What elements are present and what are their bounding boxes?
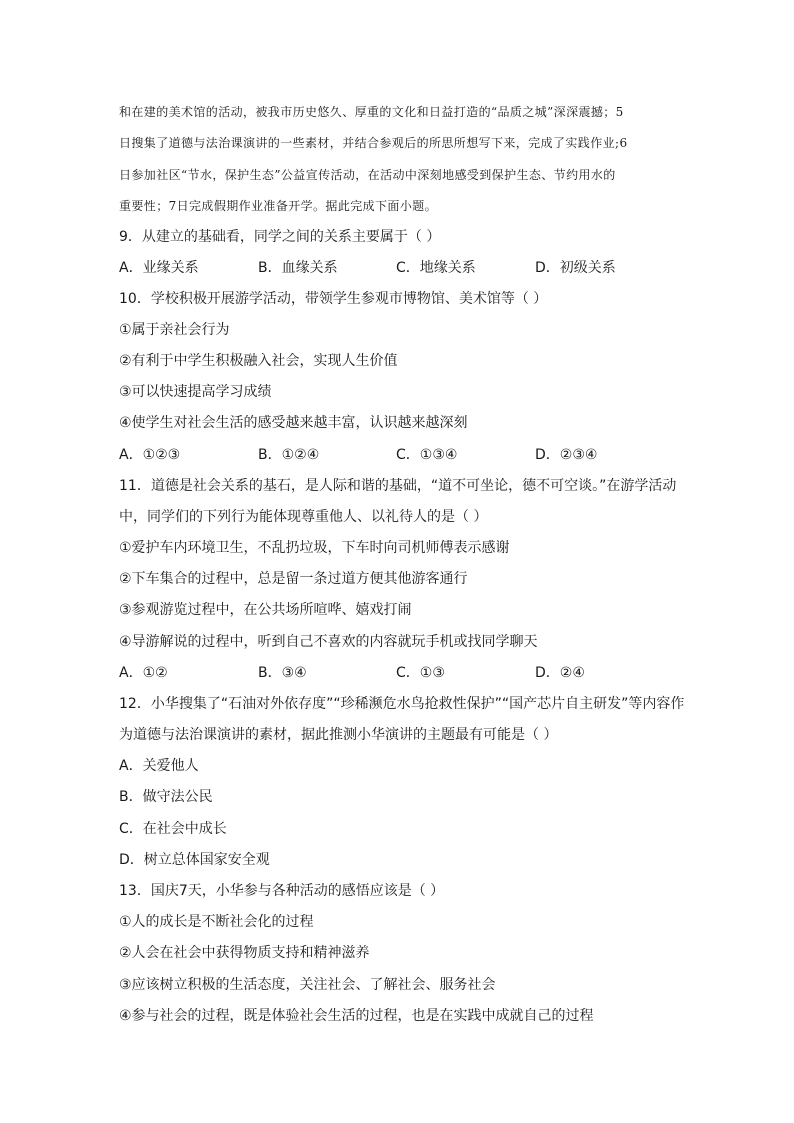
question-9-option-c: C．地缘关系: [396, 260, 476, 276]
question-12-option-c: C．在社会中成长: [119, 821, 227, 837]
question-12-stem-line-2: 为道德与法治课演讲的素材，据此推测小华演讲的主题最有可能是（ ）: [119, 727, 558, 743]
question-10-item-2: ②有利于中学生积极融入社会，实现人生价值: [119, 353, 398, 369]
question-11-option-a: A．①②: [119, 665, 168, 681]
question-10-option-b: B．①②④: [258, 447, 320, 463]
question-11-item-2: ②下车集合的过程中，总是留一条过道方便其他游客通行: [119, 571, 468, 587]
question-9-option-d: D．初级关系: [535, 260, 616, 276]
question-11-option-d: D．②④: [535, 665, 585, 681]
question-11-option-c: C．①③: [396, 665, 445, 681]
question-13-item-4: ④参与社会的过程，既是体验社会生活的过程，也是在实践中成就自己的过程: [119, 1008, 594, 1024]
question-11-option-b: B．③④: [258, 665, 307, 681]
question-11-options: [119, 664, 679, 682]
question-13-item-2: ②人会在社会中获得物质支持和精神滋养: [119, 945, 370, 961]
question-9-options: [119, 259, 679, 277]
question-9-stem: 9．从建立的基础看，同学之间的关系主要属于（ ）: [119, 229, 441, 245]
question-10-item-3: ③可以快速提高学习成绩: [119, 384, 272, 400]
question-13-item-1: ①人的成长是不断社会化的过程: [119, 914, 314, 930]
question-9-option-b: B．血缘关系: [258, 260, 338, 276]
question-9-option-a: A．业缘关系: [119, 260, 199, 276]
question-11-stem-line-1: 11．道德是社会关系的基石，是人际和谐的基础，“道不可坐论，德不可空谈。”在游学活动: [119, 478, 677, 494]
question-10-stem: 10．学校积极开展游学活动，带领学生参观市博物馆、美术馆等（ ）: [119, 291, 548, 307]
question-10-options: [119, 446, 679, 464]
question-10-option-a: A．①②③: [119, 447, 181, 463]
question-12-option-d: D．树立总体国家安全观: [119, 852, 270, 868]
intro-line-2: 日搜集了道德与法治课演讲的一些素材，并结合参观后的所思所想写下来，完成了实践作业;6: [119, 136, 628, 150]
question-12-stem-line-1: 12．小华搜集了“石油对外依存度”“珍稀濒危水鸟抢救性保护”“国产芯片自主研发”等内容作: [119, 696, 685, 712]
question-10-option-d: D．②③④: [535, 447, 598, 463]
intro-line-3: 日参加社区“节水，保护生态”公益宣传活动，在活动中深刻地感受到保护生态、节约用水的: [119, 168, 616, 182]
intro-line-1: 和在建的美术馆的活动，被我市历史悠久、厚重的文化和日益打造的“品质之城”深深震撼；5: [119, 105, 624, 119]
intro-line-4: 重要性；7日完成假期作业准备开学。据此完成下面小题。: [119, 199, 438, 213]
question-12-option-a: A．关爱他人: [119, 758, 199, 774]
question-12-option-b: B．做守法公民: [119, 789, 213, 805]
question-11-stem-line-2: 中，同学们的下列行为能体现尊重他人、以礼待人的是（ ）: [119, 509, 488, 525]
question-11-item-4: ④导游解说的过程中，听到自己不喜欢的内容就玩手机或找同学聊天: [119, 634, 538, 650]
question-10-option-c: C．①③④: [396, 447, 458, 463]
question-10-item-4: ④使学生对社会生活的感受越来越丰富，认识越来越深刻: [119, 415, 468, 431]
question-13-stem: 13．国庆7天，小华参与各种活动的感悟应该是（ ）: [119, 883, 445, 899]
question-13-item-3: ③应该树立积极的生活态度，关注社会、了解社会、服务社会: [119, 977, 496, 993]
question-10-item-1: ①属于亲社会行为: [119, 322, 230, 338]
question-11-item-3: ③参观游览过程中，在公共场所喧哗、嬉戏打闹: [119, 602, 412, 618]
question-11-item-1: ①爱护车内环境卫生，不乱扔垃圾，下车时向司机师傅表示感谢: [119, 540, 510, 556]
